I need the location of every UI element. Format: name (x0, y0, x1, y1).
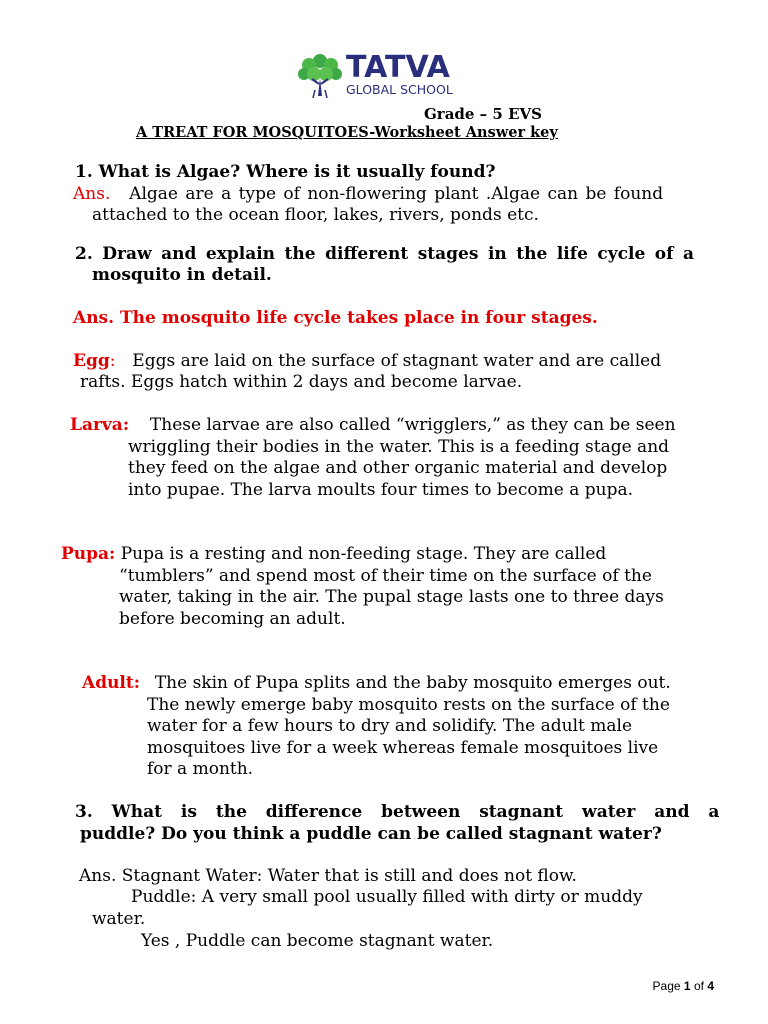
egg-colon: : (109, 351, 116, 371)
egg-line-2: rafts. Eggs hatch within 2 days and become larvae. (80, 372, 523, 392)
question-2-line-1: 2. Draw and explain the different stages in the life cycle of a (75, 244, 694, 264)
answer-3-line-4: Yes , Puddle can become stagnant water. (141, 931, 494, 951)
larva-label: Larva: (70, 415, 130, 435)
ans-label: Ans. (73, 184, 111, 204)
answer-3-line-3: water. (92, 909, 146, 929)
question-3-line-2: puddle? Do you think a puddle can be called stagnant water? (80, 824, 662, 844)
question-1: 1. What is Algae? Where is it usually found? (75, 162, 496, 182)
answer-1-line-2: attached to the ocean floor, lakes, rivers, ponds etc. (92, 205, 539, 225)
adult-line-5: for a month. (147, 759, 254, 779)
answer-2-intro: Ans. The mosquito life cycle takes place in four stages. (73, 308, 598, 328)
question-2-line-2: mosquito in detail. (92, 265, 272, 285)
page-current: 1 (683, 979, 691, 993)
tree-logo-icon (298, 52, 342, 98)
of-word: of (693, 979, 704, 993)
adult-line-2: The newly emerge baby mosquito rests on the surface of the (147, 695, 670, 715)
school-logo (298, 52, 463, 100)
larva-line-4: into pupae. The larva moults four times to become a pupa. (128, 480, 633, 500)
page-number (653, 979, 714, 993)
answer-1-text: Algae are a type of non-flowering plant .Algae can be found (129, 184, 664, 204)
egg-text-1: Eggs are laid on the surface of stagnant water and are called (132, 351, 662, 371)
larva-line-3: they feed on the algae and other organic material and develop (128, 458, 668, 478)
pupa-text-1: Pupa is a resting and non-feeding stage. They are called (120, 544, 607, 564)
larva-text-1: These larvae are also called “wrigglers,” as they can be seen (149, 415, 676, 435)
pupa-line-1 (61, 544, 606, 565)
pupa-line-2: “tumblers” and spend most of their time on the surface of the (119, 566, 652, 586)
logo-wordmark: TATVA (346, 50, 450, 85)
pupa-line-3: water, taking in the air. The pupal stage lasts one to three days (119, 587, 664, 607)
logo-subtitle: GLOBAL SCHOOL (346, 82, 453, 97)
larva-line-2: wriggling their bodies in the water. This is a feeding stage and (128, 437, 670, 457)
egg-label: Egg (73, 351, 110, 371)
answer-3-line-2: Puddle: A very small pool usually filled with dirty or muddy (131, 887, 643, 907)
page-total: 4 (707, 979, 714, 993)
adult-line-3: water for a few hours to dry and solidify. The adult male (147, 716, 632, 736)
adult-text-1: The skin of Pupa splits and the baby mosquito emerges out. (154, 673, 671, 693)
answer-1-line-1 (73, 184, 663, 205)
pupa-line-4: before becoming an adult. (119, 609, 346, 629)
worksheet-title: A TREAT FOR MOSQUITOES-Worksheet Answer key (136, 124, 558, 141)
answer-3-line-1: Ans. Stagnant Water: Water that is still and does not flow. (79, 866, 577, 886)
adult-label: Adult: (82, 673, 141, 693)
adult-line-4: mosquitoes live for a week whereas female mosquitoes live (147, 738, 659, 758)
question-3-line-1: 3. What is the difference between stagnant water and a (75, 802, 720, 822)
pupa-label: Pupa: (61, 544, 116, 564)
adult-line-1 (82, 673, 671, 694)
grade-label: Grade – 5 EVS (424, 105, 542, 123)
larva-line-1 (70, 415, 676, 436)
page-word: Page (652, 979, 681, 993)
egg-line-1 (73, 351, 661, 372)
